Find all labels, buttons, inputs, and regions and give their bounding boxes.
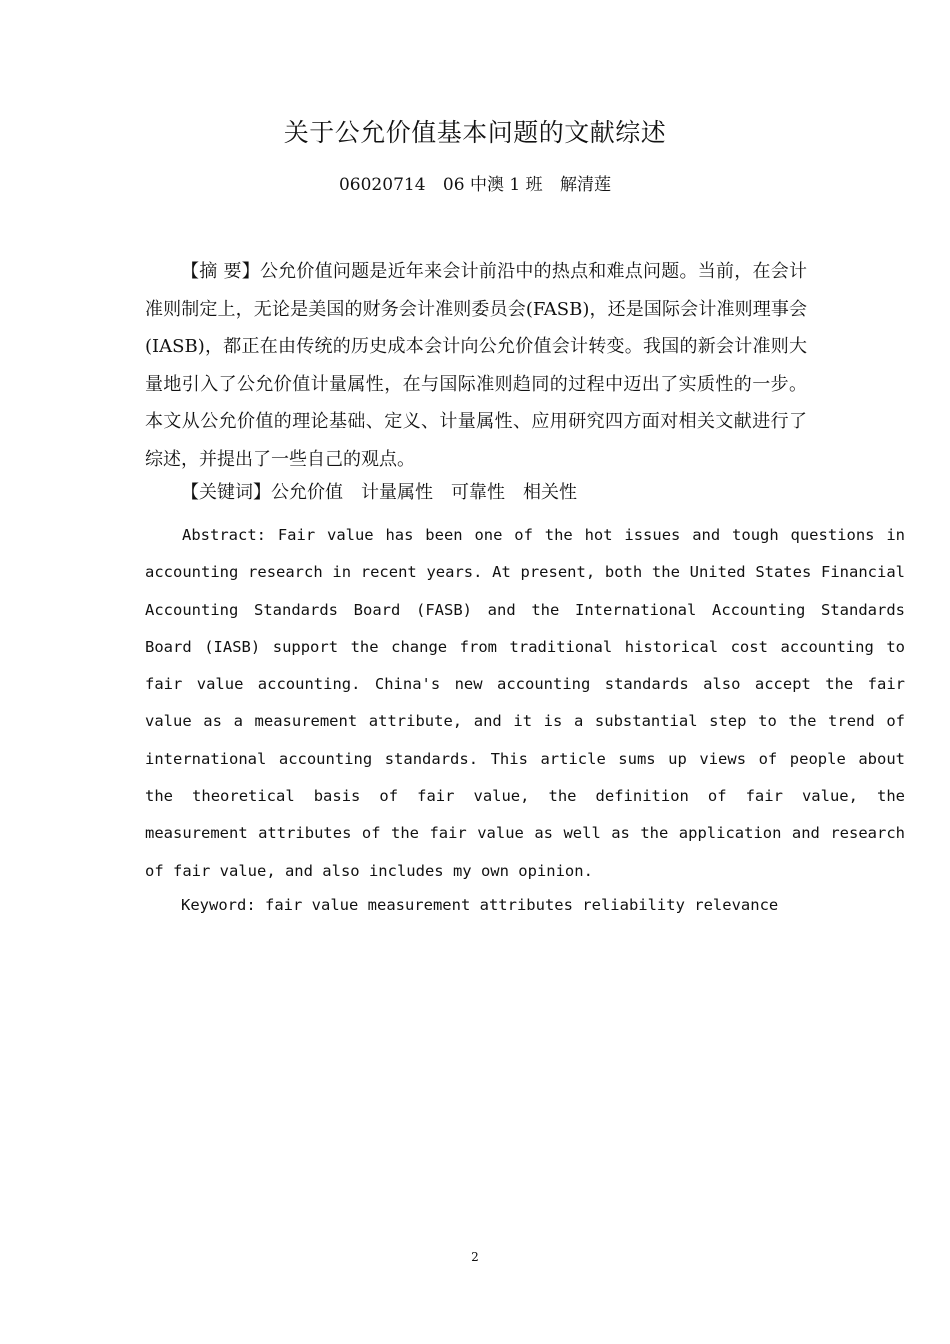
abstract-en-text: Fair value has been one of the hot issues and tough questions in accounting research in recent years. At present, both the United States Financial Accounting Standards Board (FASB) and the International Accounting Standards Board (IASB) support the change from traditional historical cost accounting to fair value accounting. China's new accounting standards also accept the fair value as a measurement attribute, and it is a substantial step to the trend of international accounting standards. This article sums up views of people about the theoretical basis of fair value, the definition of fair value, the measurement attributes of the fair value as well as the application and research of fair value, and also includes my own opinion. [145, 526, 905, 880]
author-name: 解清莲 [560, 175, 611, 195]
class-name: 06 中澳 1 班 [442, 175, 543, 195]
keyword-cn-item: 计量属性 [361, 482, 433, 503]
keywords-chinese [181, 478, 595, 508]
abstract-english [145, 517, 905, 890]
author-line [0, 170, 950, 195]
abstract-cn-text: 公允价值问题是近年来会计前沿中的热点和难点问题。当前，在会计准则制定上，无论是美国的财务会计准则委员会(FASB)，还是国际会计准则理事会(IASB)，都正在由传统的历史成本会计向公允价值会计转变。我国的新会计准则大量地引入了公允价值计量属性，在与国际准则趋同的过程中迈出了实质性的一步。本文从公允价值的理论基础、定义、计量属性、应用研究四方面对相关文献进行了综述，并提出了一些自己的观点。 [145, 261, 807, 470]
keyword-cn-item: 可靠性 [451, 482, 505, 503]
abstract-chinese [145, 253, 807, 478]
document-title: 关于公允价值基本问题的文献综述 [283, 118, 667, 147]
page-number: 2 [471, 1250, 479, 1264]
student-id: 06020714 [338, 175, 426, 195]
keywords-en-label: Keyword: [181, 896, 256, 914]
keywords-english [181, 890, 778, 920]
keywords-cn-label: 【关键词】 [181, 482, 271, 503]
keyword-cn-item: 公允价值 [271, 482, 343, 503]
abstract-cn-label: 【摘 要】 [181, 261, 260, 282]
keywords-en-text: fair value measurement attributes reliability relevance [265, 896, 779, 914]
abstract-en-label: Abstract: [182, 526, 266, 544]
keyword-cn-item: 相关性 [523, 482, 577, 503]
